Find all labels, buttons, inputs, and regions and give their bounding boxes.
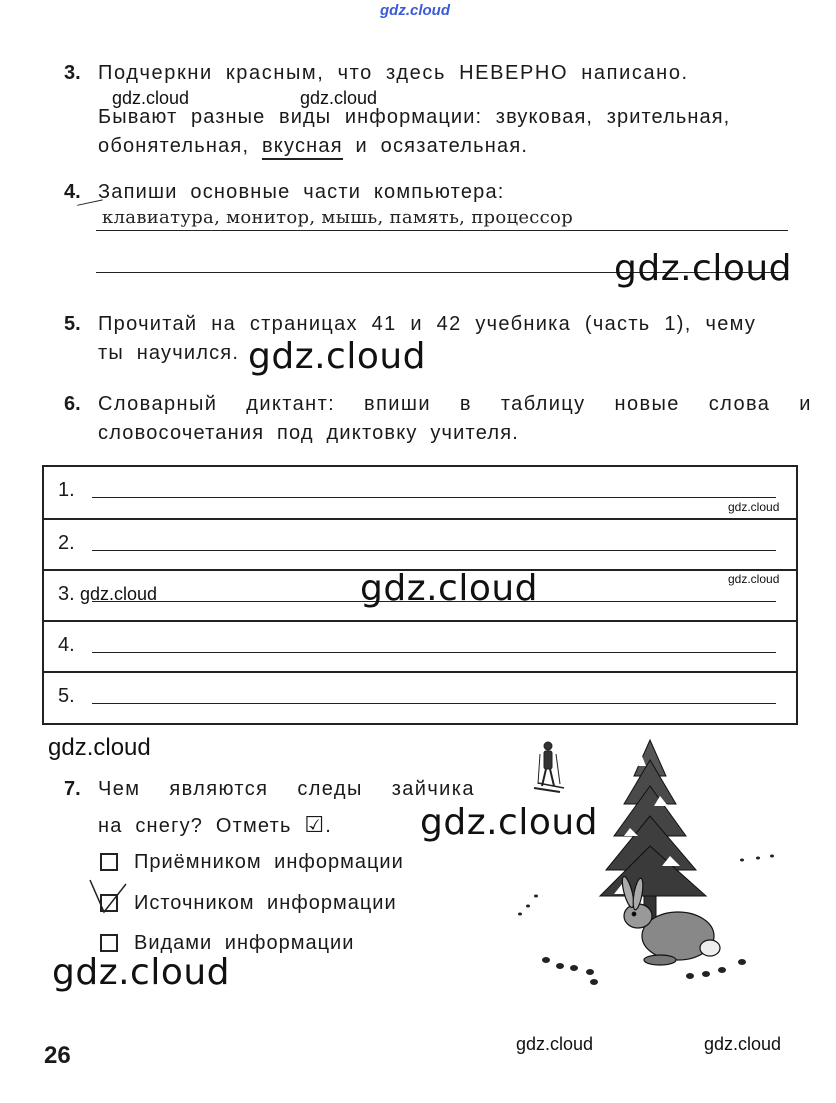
write-line[interactable] [92, 497, 776, 498]
row-number: 2. [58, 532, 75, 554]
task5-line1: Прочитай на страницах 41 и 42 учебника (часть 1), чему [98, 313, 757, 335]
watermark: gdz.cloud [360, 568, 539, 609]
row-number: 1. [58, 479, 75, 501]
task4-answer: клавиатура, монитор, мышь, память, процессор [102, 207, 574, 228]
option-label: Видами информации [134, 931, 355, 954]
watermark: gdz.cloud [248, 336, 427, 377]
row-number: 5. [58, 685, 75, 707]
checkmark-icon: ☑ [304, 812, 326, 837]
checkbox[interactable] [100, 853, 118, 871]
task7-period: . [325, 815, 333, 837]
write-line[interactable] [92, 652, 776, 653]
table-row [44, 518, 796, 570]
write-line[interactable] [92, 550, 776, 551]
watermark: gdz.cloud [420, 802, 599, 843]
watermark: gdz.cloud [516, 1034, 594, 1054]
row-number: 3. [58, 583, 75, 605]
task3-word: обонятельная, [98, 135, 250, 157]
watermark: gdz.cloud [52, 952, 231, 993]
watermark: gdz.cloud [614, 248, 793, 289]
watermark: gdz.cloud [48, 734, 151, 761]
task3-statement-line1: Бывают разные виды информации: звуковая, зрительная, [98, 106, 731, 128]
table-row [44, 620, 796, 672]
task7-line1: Чем являются следы зайчика [98, 778, 475, 800]
task3-instruction: Подчеркни красным, что здесь НЕВЕРНО написано. [98, 62, 689, 84]
row-number: 4. [58, 634, 75, 656]
answer-line-1 [96, 230, 788, 231]
task5-line2: ты научился. [98, 342, 240, 364]
table-row [44, 671, 796, 723]
watermark: gdz.cloud [728, 572, 780, 586]
option-label: Источником информации [134, 891, 397, 914]
task6-number: 6. [64, 393, 81, 415]
task3-word: и осязательная. [355, 135, 529, 157]
write-line[interactable] [92, 703, 776, 704]
watermark-top: gdz.cloud [380, 2, 450, 19]
task3-number: 3. [64, 62, 81, 84]
option-label: Приёмником информации [134, 850, 404, 873]
task6-line2: словосочетания под диктовку учителя. [98, 422, 520, 444]
task4-number: 4. [64, 181, 81, 203]
fir-tree-icon [600, 740, 706, 920]
task3-statement-line2 [98, 135, 528, 158]
watermark: gdz.cloud [112, 88, 190, 108]
checkbox[interactable] [100, 934, 118, 952]
task6-line1: Словарный диктант: впиши в таблицу новые слова и [98, 393, 812, 415]
task3-underlined-word: вкусная [262, 135, 343, 160]
check-mark-icon [86, 876, 130, 920]
watermark: gdz.cloud [80, 584, 158, 604]
task7-line2 [98, 812, 332, 838]
task4-instruction: Запиши основные части компьютера: [98, 181, 505, 203]
winter-illustration [510, 736, 810, 996]
skier-icon [534, 742, 564, 792]
table-row [44, 467, 796, 517]
task7-number: 7. [64, 778, 81, 800]
task5-number: 5. [64, 313, 81, 335]
option-source[interactable] [100, 891, 397, 915]
watermark: gdz.cloud [300, 88, 378, 108]
task7-question: на снегу? Отметь [98, 815, 292, 837]
page-number: 26 [44, 1042, 71, 1069]
option-receiver[interactable] [100, 850, 404, 874]
watermark: gdz.cloud [704, 1034, 782, 1054]
watermark: gdz.cloud [728, 500, 780, 514]
